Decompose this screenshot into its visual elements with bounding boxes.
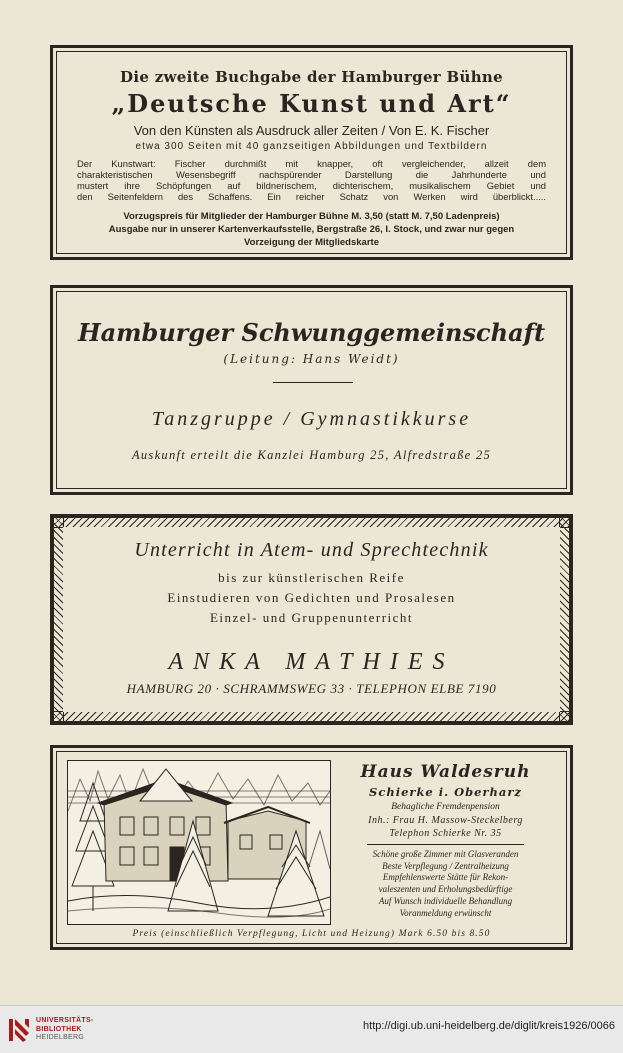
ad4-place: Schierke i. Oberharz [369,785,522,799]
ad4-name: Haus Waldesruh [360,762,531,782]
ad1-review-line: den Seitenfeldern des Schaffens. Ein reicher Schatz von Werken wird überblickt..... [77,191,546,202]
ad1-review-line: charakteristischen Wesensbegriff nachspürender Darstellung die Jahrhunderte und [77,169,546,180]
ad3-line3: Einstudieren von Gedichten und Prosalesen [167,590,456,605]
ad1-offer-price: Vorzugspreis für Mitglieder der Hamburger Bühne M. 3,50 (statt M. 7,50 Ladenpreis) [123,211,500,222]
permalink-url[interactable]: http://digi.ub.uni-heidelberg.de/diglit/kreis1926/0066 [363,1020,615,1032]
ad4-feature-line: Empfehlenswerte Stätte für Rekon- [382,872,509,883]
ad4-features [331,849,560,919]
ad1-offer-condition: Vorzeigung der Mitgliedskarte [244,237,379,248]
university-library-logo-icon [6,1016,32,1044]
ad2-divider [273,382,353,383]
logo-line: BIBLIOTHEK [36,1025,82,1033]
ad1-subtitle: Von den Künsten als Ausdruck aller Zeiten / Von E. K. Fischer [133,123,490,138]
ad2-info: Auskunft erteilt die Kanzlei Hamburg 25, Alfredstraße 25 [131,448,492,462]
ad4-divider [367,844,524,845]
ad1-review-line: mustert ihre Schöpfungen auf bildnerischem, dichterischem, musikalischem Gebiet und [77,180,546,191]
ad4-owner: Inh.: Frau H. Massow-Steckelberg [368,815,523,826]
ad2-leader: (Leitung: Hans Weidt) [223,352,400,366]
ad1-offer-location: Ausgabe nur in unserer Kartenverkaufsstelle, Bergstraße 26, I. Stock, und zwar nur gegen [108,224,515,235]
ad3-name: ANKA MATHIES [168,649,455,675]
ad1-title: „Deutsche Kunst und Art“ [111,89,512,118]
ad4-feature-line: Voranmeldung erwünscht [399,907,492,918]
ad4-feature-line: Schöne große Zimmer mit Glasveranden [372,849,519,859]
ad4-phone: Telephon Schierke Nr. 35 [389,828,502,839]
ad4-feature-line: valeszenten und Erholungsbedürftige [378,884,513,895]
ad-haus-waldesruh [50,745,573,950]
ad2-offer: Tanzgruppe / Gymnastikkurse [151,408,472,430]
ad1-review-line: Der Kunstwart: Fischer durchmißt mit knapper, oft vergleichender, allzeit dem [77,158,546,169]
ad1-extent: etwa 300 Seiten mit 40 ganzseitigen Abbildungen und Textbildern [135,141,488,152]
logo-line: UNIVERSITÄTS- [36,1017,94,1024]
ad4-feature-line: Beste Verpflegung / Zentralheizung [382,860,509,871]
hatch-right [559,517,570,722]
ad2-title: Hamburger Schwunggemeinschaft [77,318,546,347]
ad-hamburger-schwunggemeinschaft [50,285,573,495]
ad-deutsche-kunst-und-art [50,45,573,260]
ad4-price: Preis (einschließlich Verpflegung, Licht und Heizung) Mark 6.50 bis 8.50 [132,929,491,939]
ad-anka-mathies [50,514,573,725]
ad3-line4: Einzel- und Gruppenunterricht [209,610,414,625]
ad1-line1: Die zweite Buchgabe der Hamburger Bühne [120,68,503,86]
ad1-review-paragraph [77,158,546,202]
ad3-line2: bis zur künstlerischen Reife [218,570,405,585]
ad3-content [63,527,560,712]
ad4-feature-line: Auf Wunsch individuelle Behandlung [378,895,513,906]
logo-line: HEIDELBERG [36,1034,85,1041]
hatch-bottom [53,711,570,722]
ad3-title: Unterricht in Atem- und Sprechtechnik [134,539,489,561]
footer-bar [0,1005,623,1053]
library-logo-text [36,1017,94,1043]
house-in-snow-illustration [67,760,331,925]
ad4-type: Behagliche Fremdenpension [391,802,500,812]
ad3-address: HAMBURG 20 · SCHRAMMSWEG 33 · TELEPHON ELBE 7190 [126,681,497,696]
